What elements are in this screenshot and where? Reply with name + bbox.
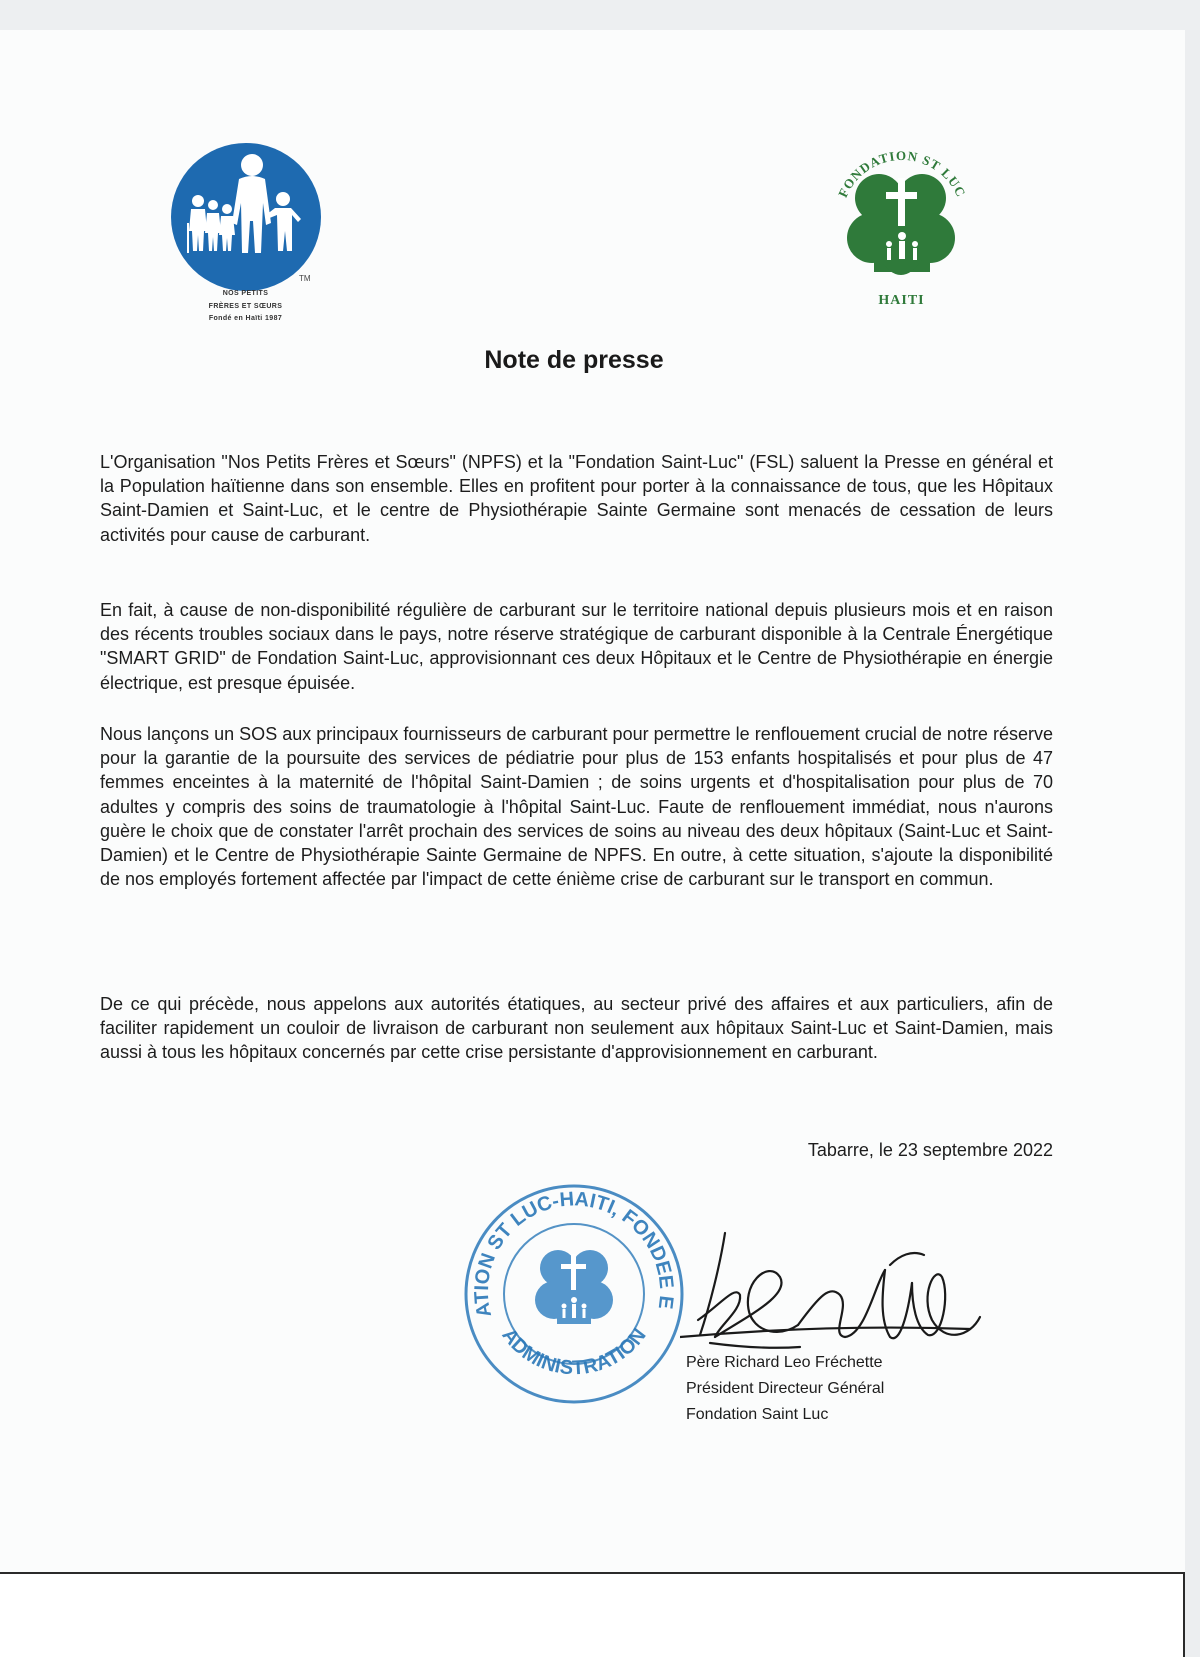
npfs-caption-line2: FRÈRES ET SŒURS bbox=[208, 303, 283, 310]
fsl-emblem-icon bbox=[814, 140, 989, 300]
npfs-logo bbox=[163, 143, 328, 328]
next-page-area bbox=[0, 1574, 1183, 1657]
paragraph-sos-appeal: Nous lançons un SOS aux principaux fournisseurs de carburant pour permettre le renflouement crucial de notre réserve pour la garantie de la poursuite des services de pédiatrie pour plus de 153 enfants hospitalisés et pour plus de 47 femmes enceintes à la maternité de l'hôpital Saint-Damien ; de soins urgents et d'hospitalisation pour plus de 70 adultes y compris des soins de traumatologie à l'hôpital Saint-Luc. Faute de renflouement immédiat, nous n'aurons guère le choix que de constater l'arrêt prochain des services de soins au niveau des deux hôpitaux (Saint-Luc et Saint-Damien) et le Centre de Physiothérapie Sainte Germaine de NPFS. En outre, à cette situation, s'ajoute la disponibilité de nos employés fortement affectée par l'impact de cette énième crise de carburant sur le transport en commun. bbox=[100, 724, 1053, 890]
fsl-arc-text: FONDATION ST LUC bbox=[834, 147, 970, 200]
signatory-organization: Fondation Saint Luc bbox=[686, 1406, 829, 1423]
page-title: Note de presse bbox=[484, 346, 664, 374]
signatory-title: Président Directeur Général bbox=[686, 1380, 885, 1397]
administration-stamp bbox=[462, 1182, 686, 1406]
dateline: Tabarre, le 23 septembre 2022 bbox=[807, 1140, 1053, 1160]
fondation-st-luc-logo bbox=[814, 140, 989, 315]
paragraph-call-to-authorities: De ce qui précède, nous appelons aux autorités étatiques, au secteur privé des affaires et aux particuliers, afin de faciliter rapidement un couloir de livraison de carburant non seulement aux hôpitaux Saint-Luc et Saint-Damien, mais aussi à tous les hôpitaux concernés par cette crise persistante d'approvisionnement en carburant. bbox=[100, 994, 1053, 1063]
signatory-name: Père Richard Leo Fréchette bbox=[686, 1354, 883, 1371]
stamp-arc-text: ATION ST LUC-HAITI, FONDEE E bbox=[470, 1188, 678, 1320]
stamp-seal-icon bbox=[462, 1182, 686, 1406]
paragraph-fuel-shortage: En fait, à cause de non-disponibilité régulière de carburant sur le territoire national depuis plusieurs mois et en raison des récents troubles sociaux dans le pays, notre réserve stratégique de carburant disponible à la Centrale Énergétique "SMART GRID" de Fondation Saint-Luc, approvisionnant ces deux Hôpitaux et le Centre de Physiothérapie en énergie électrique, est presque épuisée. bbox=[100, 600, 1053, 693]
npfs-caption-line3: Fondé en Haïti 1987 bbox=[208, 315, 283, 322]
screen-top-margin bbox=[0, 0, 1200, 30]
npfs-logo-circle bbox=[171, 143, 321, 291]
family-silhouette-icon bbox=[171, 143, 321, 291]
page-corner-edge bbox=[1183, 1572, 1185, 1657]
screen-right-margin bbox=[1185, 30, 1200, 1657]
npfs-caption-line1: NOS PETITS bbox=[222, 290, 269, 297]
npfs-trademark: TM bbox=[299, 274, 311, 283]
stamp-bottom-text: ADMINISTRATION bbox=[497, 1324, 651, 1380]
svg-text:ADMINISTRATION bbox=[497, 1324, 650, 1379]
signature-block bbox=[686, 1350, 884, 1428]
paragraph-introduction: L'Organisation "Nos Petits Frères et Sœurs" (NPFS) et la "Fondation Saint-Luc" (FSL) saluent la Presse en général et la Population haïtienne dans son ensemble. Elles en profitent pour porter à la connaissance de tous, que les Hôpitaux Saint-Damien et Saint-Luc, et le centre de Physiothérapie Sainte Germaine sont menacés de cessation de leurs activités pour cause de carburant. bbox=[100, 452, 1053, 545]
fsl-haiti-label: HAITI bbox=[878, 293, 925, 308]
